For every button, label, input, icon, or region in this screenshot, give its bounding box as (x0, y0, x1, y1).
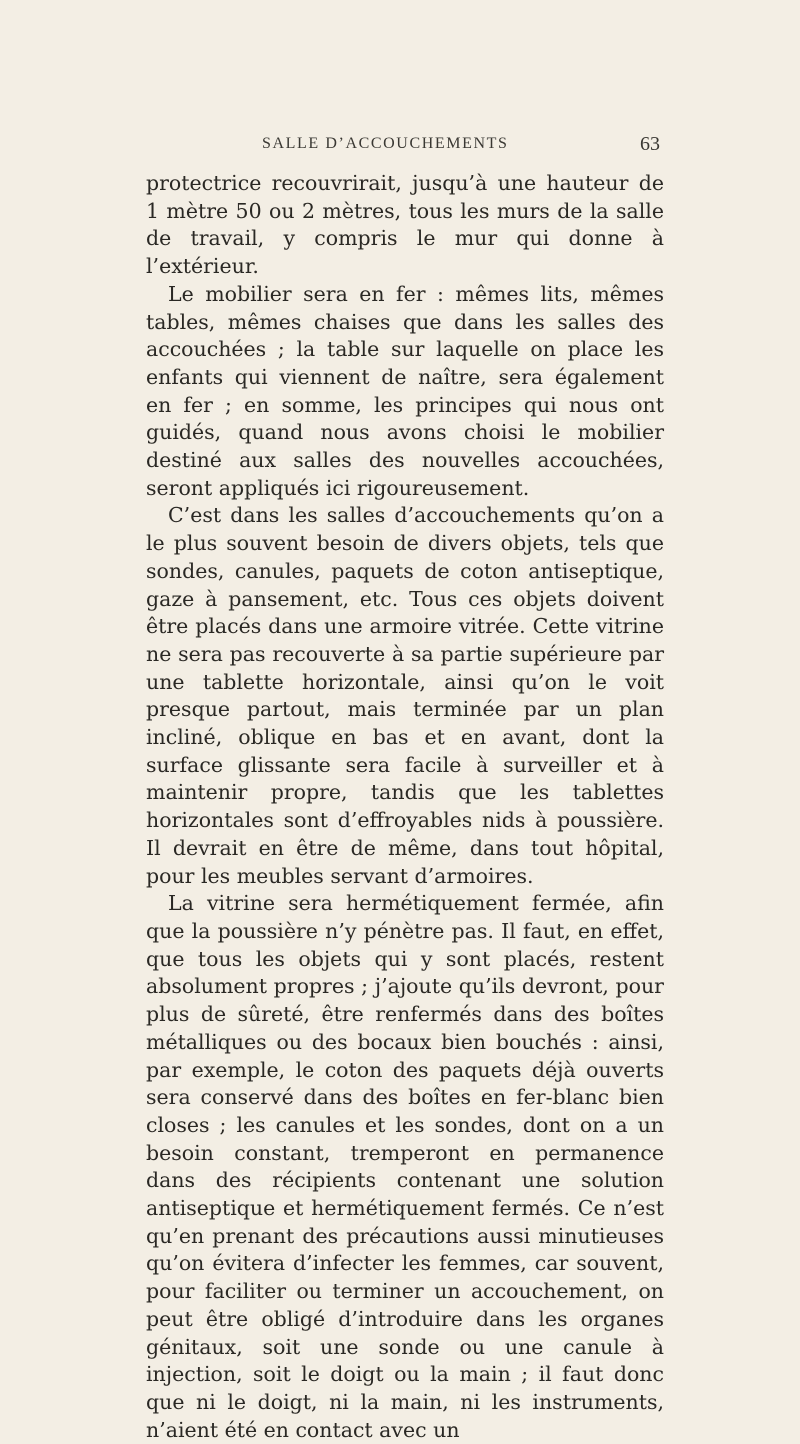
page-number: 63 (640, 133, 660, 155)
body-text (146, 170, 664, 1444)
running-head (0, 132, 800, 156)
running-title: SALLE D’ACCOUCHEMENTS (262, 135, 509, 152)
paragraph-armoire-vitree: C’est dans les salles d’accouchements qu’on a le plus souvent besoin de divers objets, tels que sondes, canules, paquets de coton antiseptique, gaze à pansement, etc. Tous ces objets doivent être placés dans une armoire vitrée. Cette vitrine ne sera pas recouverte à sa partie supérieure par une tablette horizontale, ainsi qu’on le voit presque partout, mais terminée par un plan incliné, oblique en bas et en avant, dont la surface glissante sera facile à surveiller et à maintenir propre, tandis que les tablettes horizontales sont d’effroyables nids à poussière. Il devrait en être de même, dans tout hôpital, pour les meubles servant d’armoires. (146, 503, 664, 888)
paragraph-mobilier: Le mobilier sera en fer : mêmes lits, mêmes tables, mêmes chaises que dans les salles des accouchées ; la table sur laquelle on place les enfants qui viennent de naître, sera également en fer ; en somme, les principes qui nous ont guidés, quand nous avons choisi le mobilier destiné aux salles des nouvelles accouchées, seront appliqués ici rigoureusement. (146, 281, 664, 500)
paragraph-continuation: protectrice recouvrirait, jusqu’à une hauteur de 1 mètre 50 ou 2 mètres, tous les murs de la salle de travail, y compris le mur qui donne à l’extérieur. (146, 171, 664, 279)
paragraph-vitrine-fermee: La vitrine sera hermétiquement fermée, afin que la poussière n’y pénètre pas. Il faut, en effet, que tous les objets qui y sont placés, restent absolument propres ; j’ajoute qu’ils devront, pour plus de sûreté, être renfermés dans des boîtes métalliques ou des bocaux bien bouchés : ainsi, par exemple, le coton des paquets déjà ouverts sera conservé dans des boîtes en fer-blanc bien closes ; les canules et les sondes, dont on a un besoin constant, tremperont en permanence dans des récipients contenant une solution antiseptique et hermétiquement fermés. Ce n’est qu’en prenant des précautions aussi minutieuses qu’on évitera d’infecter les femmes, car souvent, pour faciliter ou terminer un accouchement, on peut être obligé d’introduire dans les organes génitaux, soit une sonde ou une canule à injection, soit le doigt ou la main ; il faut donc que ni le doigt, ni la main, ni les instruments, n’aient été en contact avec un (146, 891, 664, 1442)
